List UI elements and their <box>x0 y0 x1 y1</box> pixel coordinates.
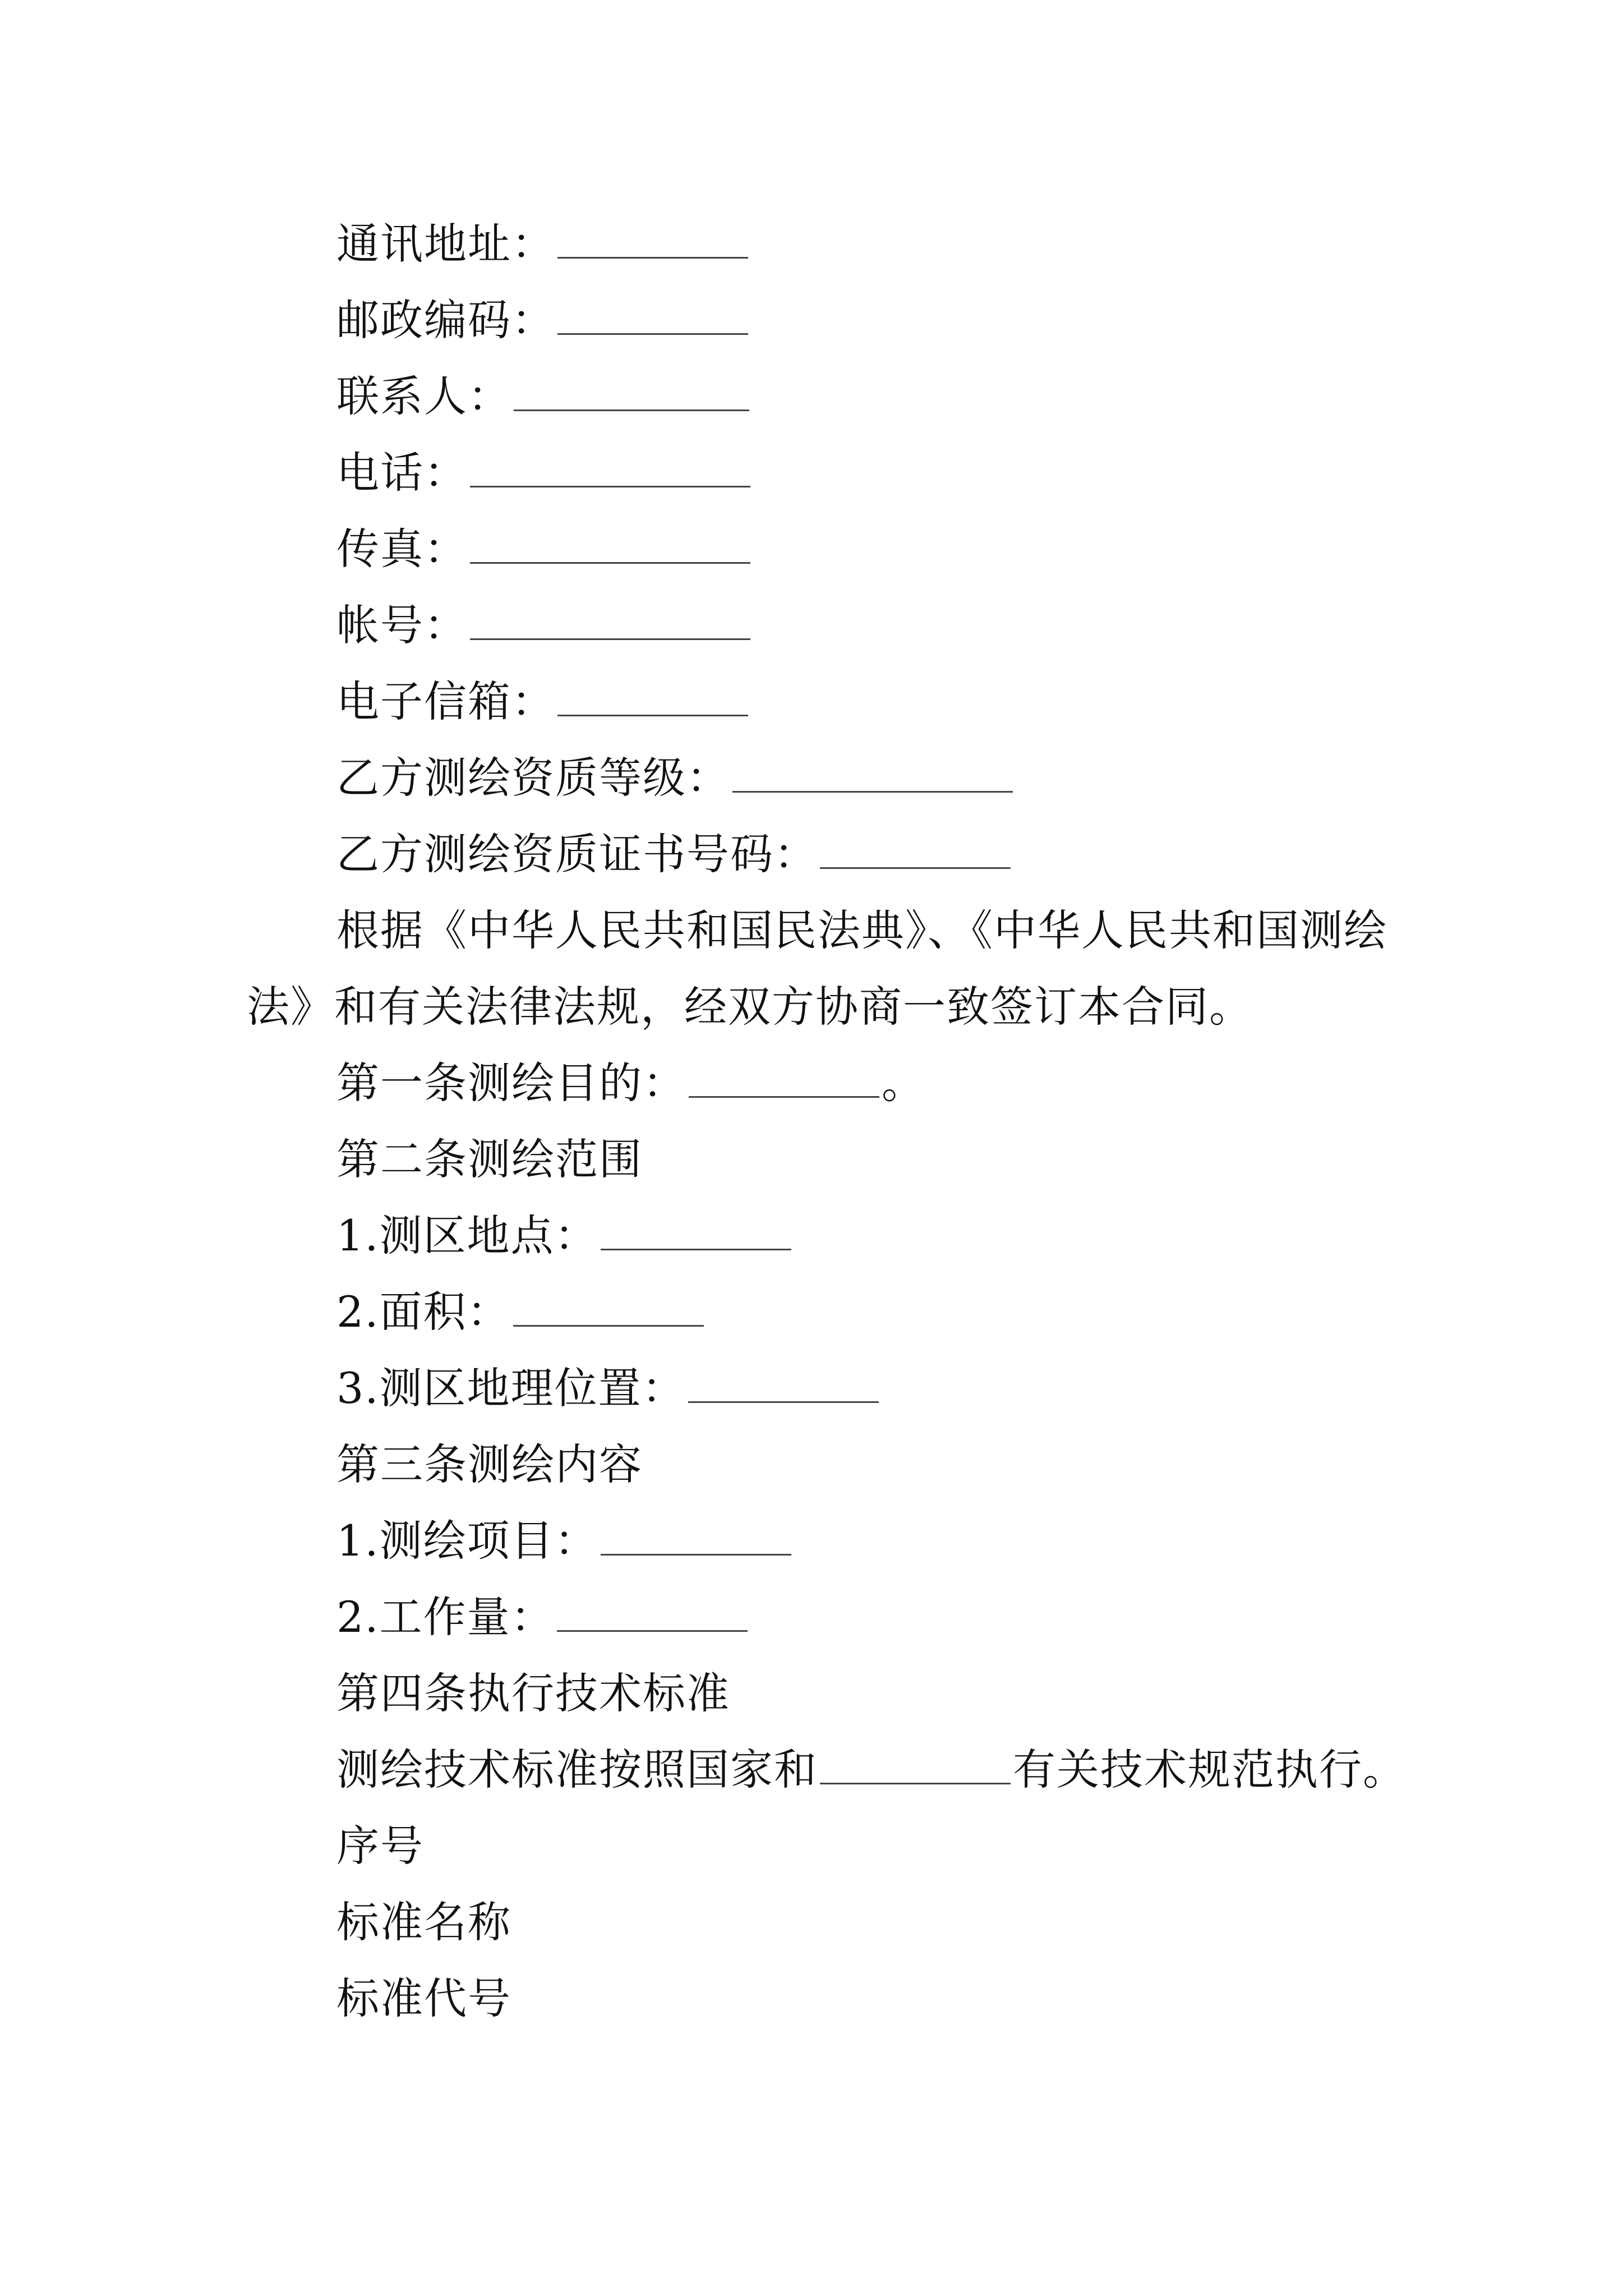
phone-label: 电话： <box>336 448 468 498</box>
preamble-line-1: 根据《中华人民共和国民法典》、《中华人民共和国测绘 <box>336 905 1387 955</box>
article1-line <box>336 1055 925 1111</box>
email-label: 电子信箱： <box>336 677 555 726</box>
postcode-blank <box>557 300 748 335</box>
article4-blank <box>820 1749 1011 1784</box>
article3-item2-blank <box>557 1596 748 1632</box>
address-label: 通讯地址： <box>336 219 555 269</box>
table-header-name: 标准名称 <box>336 1897 511 1947</box>
article2-item1-label: 1.测区地点： <box>336 1211 598 1260</box>
qualification-grade-line <box>336 750 1015 806</box>
qualification-cert-line <box>336 826 1013 882</box>
postcode-label: 邮政编码： <box>336 295 555 345</box>
preamble-line-2: 法》和有关法律法规，经双方协商一致签订本合同。 <box>247 982 1253 1032</box>
article2-item3-blank <box>688 1368 879 1403</box>
article2-item3-label: 3.测区地理位置： <box>336 1363 686 1413</box>
account-label: 帐号： <box>336 600 468 650</box>
email-blank <box>557 681 748 716</box>
article3-item1-line <box>336 1513 794 1569</box>
article4-text-line <box>336 1742 1407 1798</box>
phone-blank <box>470 452 750 487</box>
article4-text-before: 测绘技术标准按照国家和 <box>336 1745 818 1795</box>
article2-title: 第二条测绘范围 <box>336 1134 643 1184</box>
table-header-code: 标准代号 <box>336 1973 511 2023</box>
article2-item1-line <box>336 1208 794 1264</box>
fax-line <box>336 521 753 577</box>
email-line <box>336 674 750 730</box>
qualification-grade-label: 乙方测绘资质等级： <box>336 753 730 803</box>
article2-item2-label: 2.面积： <box>336 1287 511 1337</box>
article1-label: 第一条测绘目的： <box>336 1058 686 1108</box>
qualification-cert-blank <box>820 834 1011 869</box>
article4-title: 第四条执行技术标准 <box>336 1668 730 1718</box>
article3-item2-line <box>336 1589 750 1645</box>
table-header-no: 序号 <box>336 1821 424 1871</box>
article2-item2-line <box>336 1284 706 1340</box>
article1-suffix: 。 <box>882 1058 925 1108</box>
article4-text-after: 有关技术规范执行。 <box>1013 1745 1407 1795</box>
fax-blank <box>470 528 750 564</box>
address-blank <box>557 223 748 259</box>
phone-line <box>336 445 753 501</box>
article3-item2-label: 2.工作量： <box>336 1592 555 1642</box>
contact-person-label: 联系人： <box>336 371 511 421</box>
article3-item1-blank <box>601 1520 791 1556</box>
article2-item2-blank <box>513 1291 704 1327</box>
article2-item3-line <box>336 1360 881 1416</box>
contact-person-blank <box>514 376 749 411</box>
article3-title: 第三条测绘内容 <box>336 1439 643 1489</box>
account-line <box>336 597 753 654</box>
postcode-line <box>336 292 750 348</box>
qualification-grade-blank <box>732 757 1013 793</box>
address-line <box>336 216 750 272</box>
article3-item1-label: 1.测绘项目： <box>336 1516 598 1566</box>
account-blank <box>470 605 750 640</box>
article2-item1-blank <box>601 1215 791 1250</box>
qualification-cert-label: 乙方测绘资质证书号码： <box>336 829 818 879</box>
fax-label: 传真： <box>336 524 468 574</box>
contact-person-line <box>336 369 751 425</box>
article1-blank <box>689 1062 879 1098</box>
